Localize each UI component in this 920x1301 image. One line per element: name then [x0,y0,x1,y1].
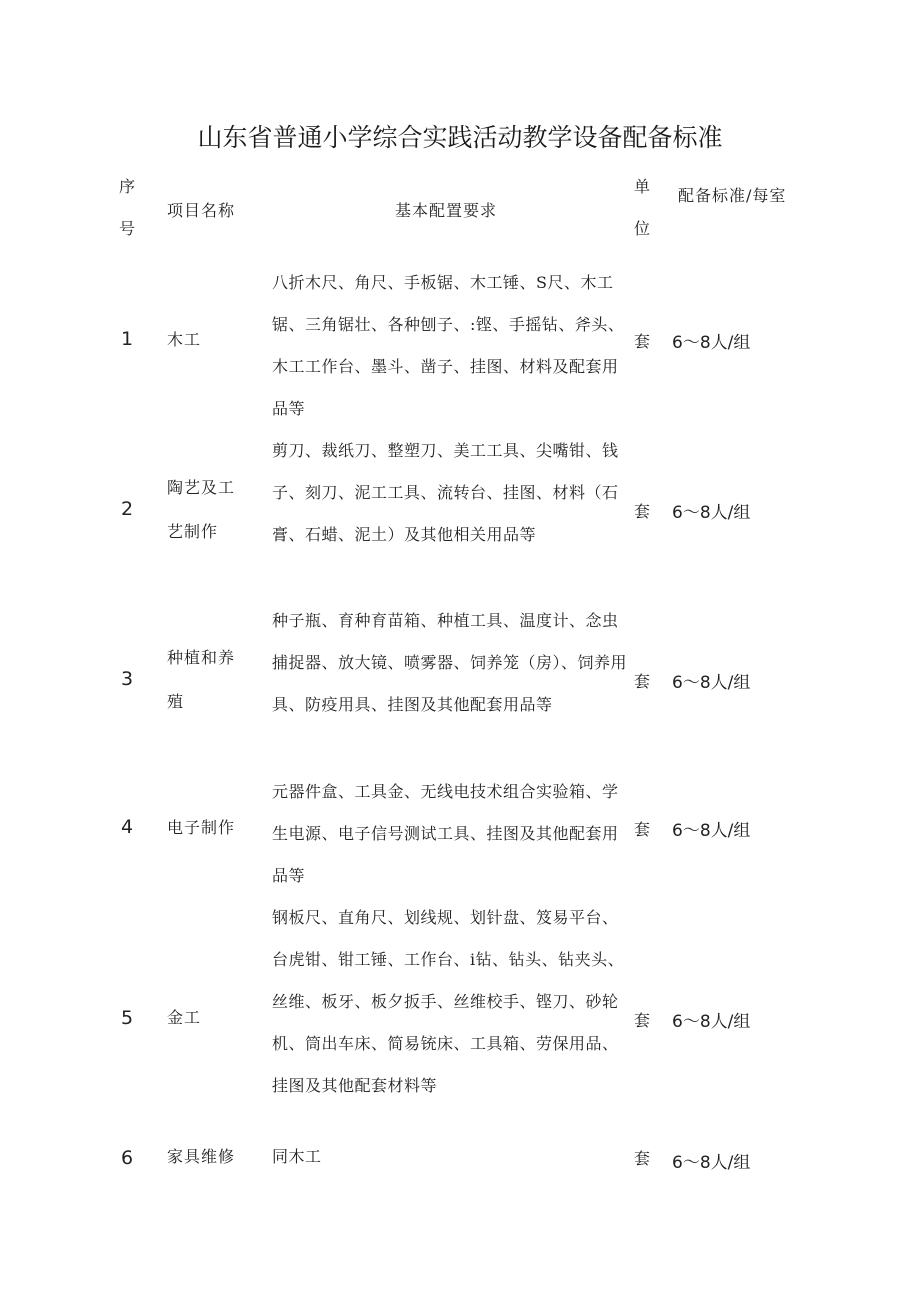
row-unit: 套 [633,672,650,691]
row-number: 6 [120,1147,134,1169]
row-unit: 套 [633,502,650,521]
row-standard: 6～8人/组 [672,1012,751,1032]
row-item-name: 木工 [167,330,202,349]
row-requirement: 八折木尺、角尺、手板锯、木工锤、S尺、木工锯、三角锯壮、各种刨子、:铿、手摇钻、斧头、木工工作台、墨斗、凿子、挂图、材料及配套用品等 [272,273,625,418]
row-item-name: 电子制作 [167,818,236,837]
row-requirement: 剪刀、裁纸刀、整塑刀、美工工具、尖嘴钳、钱子、刻刀、泥工工具、流转台、挂图、材料（石膏、石蜡、泥土）及其他相关用品等 [272,441,619,544]
row-unit: 套 [633,820,650,839]
row-number: 2 [120,498,134,520]
row-item-name: 家具维修 [167,1147,236,1166]
header-seq-line-1: 序 [118,177,135,196]
header-seq-line-2: 号 [118,219,135,238]
row-requirement: 元器件盒、工具金、无线电技术组合实验箱、学生电源、电子信号测试工具、挂图及其他配套用品等 [272,782,619,885]
row-number: 1 [120,328,134,350]
header-unit [632,166,652,250]
row-unit: 套 [633,332,650,351]
header-unit-line-1: 单 [633,177,650,196]
row-item-name: 种植和养殖 [167,648,236,711]
row-number: 4 [120,816,134,838]
row-standard: 6～8人/组 [672,821,751,841]
row-standard: 6～8人/组 [672,333,751,353]
page-title: 山东省普通小学综合实践活动教学设备配备标准 [197,123,723,152]
row-item-name: 陶艺及工艺制作 [167,478,236,541]
row-requirement: 同木工 [272,1147,322,1166]
header-requirement: 基本配置要求 [395,201,498,220]
row-item-name: 金工 [167,1008,202,1027]
header-item-name: 项目名称 [167,201,236,220]
row-standard: 6～8人/组 [672,503,751,523]
row-unit: 套 [633,1011,650,1030]
row-requirement: 钢板尺、直角尺、划线规、划针盘、笈易平台、台虎钳、钳工锤、工作台、i钻、钻头、钻夹头、丝维、板牙、板夕扳手、丝维校手、铿刀、砂轮机、筒出车床、简易铳床、工具箱、劳保用品、挂图及其他配套材料等 [272,908,625,1095]
row-requirement: 种子瓶、育种育苗箱、种植工具、温度计、念虫捕捉器、放大镜、喷雾器、饲养笼（房）、饲养用具、防疫用具、挂图及其他配套用品等 [272,611,628,714]
header-unit-line-2: 位 [633,219,650,238]
row-number: 5 [120,1007,134,1029]
row-standard: 6～8人/组 [672,1153,751,1173]
row-unit: 套 [633,1149,650,1168]
row-number: 3 [120,668,134,690]
row-standard: 6～8人/组 [672,673,751,693]
header-standard: 配备标准/每室 [678,186,787,205]
header-seq [117,166,137,250]
